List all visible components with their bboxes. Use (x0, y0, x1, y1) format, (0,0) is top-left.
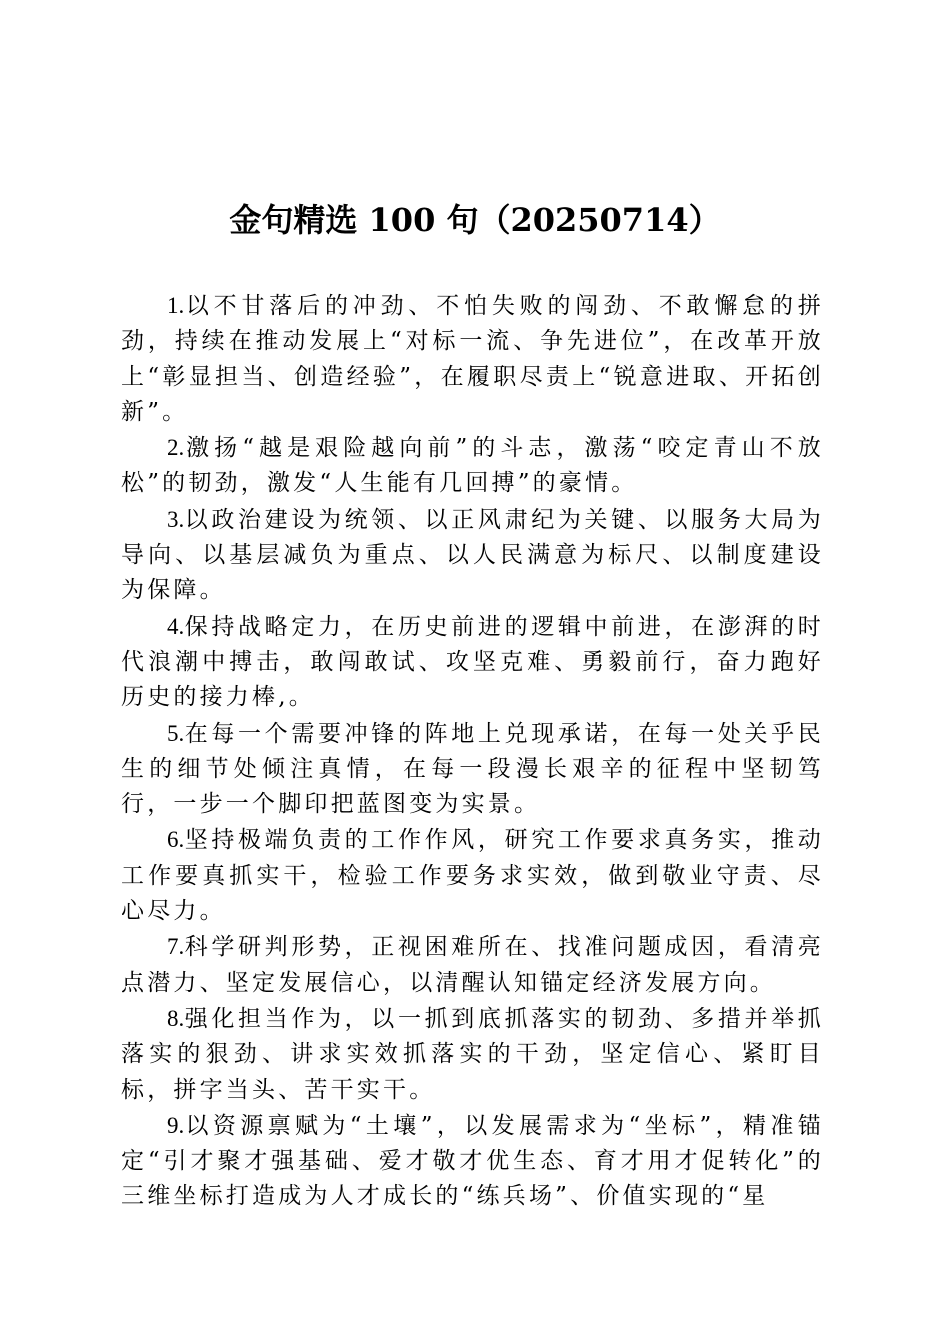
paragraph-7 (121, 929, 824, 1001)
paragraph-number: 4. (167, 613, 185, 639)
paragraph-6 (121, 822, 824, 929)
paragraph-5 (121, 716, 824, 823)
paragraph-number: 9. (167, 1112, 185, 1138)
paragraph-number: 1. (167, 293, 185, 318)
paragraph-text: 以政治建设为统领、以正风肃纪为关键、以服务大局为导向、以基层减负为重点、以人民满意为标尺、以制度建设为保障。 (121, 506, 824, 604)
paragraph-8 (121, 1001, 824, 1108)
document-title: 金句精选 100 句（20250714） (229, 201, 721, 239)
paragraph-text: 以不甘落后的冲劲、不怕失败的闯劲、不敢懈怠的拼劲，持续在推动发展上“对标一流、争先进位”，在改革开放上“彰显担当、创造经验”，在履职尽责上“锐意进取、开拓创新”。 (121, 293, 824, 425)
paragraph-number: 7. (167, 934, 185, 960)
paragraph-4 (121, 609, 824, 716)
paragraph-2 (121, 430, 824, 502)
document-body (121, 288, 824, 1215)
paragraph-text: 强化担当作为，以一抓到底抓落实的韧劲、多措并举抓落实的狠劲、讲求实效抓落实的干劲，坚定信心、紧盯目标，拼字当头、苦干实干。 (121, 1005, 824, 1103)
paragraph-number: 2. (167, 435, 185, 461)
paragraph-number: 6. (167, 827, 185, 853)
paragraph-text: 坚持极端负责的工作作风，研究工作要求真务实，推动工作要真抓实干，检验工作要务求实效，做到敬业守责、尽心尽力。 (121, 827, 824, 925)
paragraph-text: 保持战略定力，在历史前进的逻辑中前进，在澎湃的时代浪潮中搏击，敢闯敢试、攻坚克难、勇毅前行，奋力跑好历史的接力棒,。 (121, 613, 824, 711)
paragraph-number: 8. (167, 1005, 185, 1031)
paragraph-1 (121, 288, 824, 430)
paragraph-text: 以资源禀赋为“土壤”，以发展需求为“坐标”，精准锚定“引才聚才强基础、爱才敬才优生态、育才用才促转化”的三维坐标打造成为人才成长的“练兵场”、价值实现的“星 (121, 1112, 824, 1210)
paragraph-text: 在每一个需要冲锋的阵地上兑现承诺，在每一处关乎民生的细节处倾注真情，在每一段漫长艰辛的征程中坚韧笃行，一步一个脚印把蓝图变为实景。 (121, 720, 824, 818)
paragraph-text: 激扬“越是艰险越向前”的斗志，激荡“咬定青山不放松”的韧劲，激发“人生能有几回搏”的豪情。 (121, 435, 824, 497)
paragraph-text: 科学研判形势，正视困难所在、找准问题成因，看清亮点潜力、坚定发展信心，以清醒认知锚定经济发展方向。 (121, 934, 824, 996)
paragraph-number: 5. (167, 720, 185, 746)
paragraph-3 (121, 502, 824, 609)
paragraph-9 (121, 1108, 824, 1215)
paragraph-number: 3. (167, 506, 185, 532)
